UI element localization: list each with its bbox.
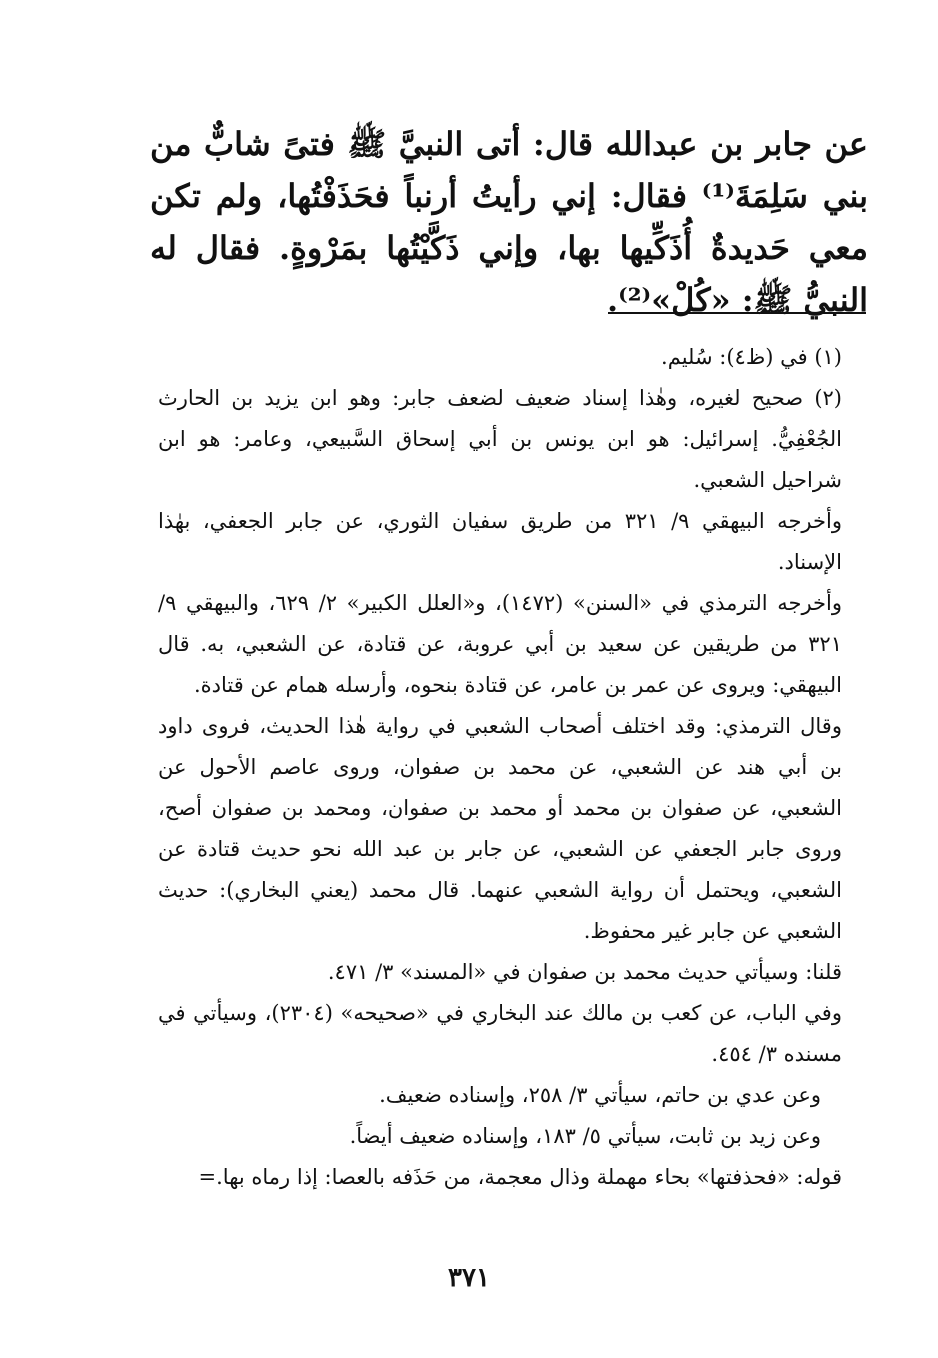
footnote-2: (٢) صحيح لغيره، وهٰذا إسناد ضعيف لضعف جابر: وهو ابن يزيد بن الحارث الجُعْفِيُّ. إسرائيل: هو ابن يونس بن أبي إسحاق السَّبيعي، وعامر: هو ابن شراحيل الشعبي. [158, 386, 842, 492]
footnote-paragraph: وأخرجه الترمذي في «السنن» (١٤٧٢)، و«العلل الكبير» ٢/ ٦٢٩، والبيهقي ٩/ ٣٢١ من طريقين عن سعيد بن أبي عروبة، عن قتادة، عن الشعبي، به. قال البيهقي: ويروى عن عمر بن عامر، عن قتادة بنحوه، وأرسله همام عن قتادة. [158, 591, 842, 697]
page-number: ٣٧١ [448, 1263, 490, 1293]
hadith-text [150, 118, 868, 326]
footnotes [158, 337, 866, 1198]
footnote-paragraph: وقال الترمذي: وقد اختلف أصحاب الشعبي في رواية هٰذا الحديث، فروى داود بن أبي هند عن الشعبي، عن محمد بن صفوان، وروى عاصم الأحول عن الشعبي، عن صفوان بن محمد أو محمد بن صفوان، ومحمد بن صفوان أصح، وروى جابر الجعفي عن الشعبي، عن جابر بن عبد الله نحو حديث قتادة عن الشعبي، ويحتمل أن رواية الشعبي عنهما. قال محمد (يعني البخاري): حديث الشعبي عن جابر غير محفوظ. [158, 714, 842, 943]
footnote-paragraph: وفي الباب، عن كعب بن مالك عند البخاري في «صحيحه» (٢٣٠٤)، وسيأتي في مسنده ٣/ ٤٥٤. [158, 1001, 842, 1066]
footnote-paragraph: قوله: «فحذفتها» بحاء مهملة وذال معجمة، من حَذَفه بالعصا: إذا رماه بها.= [198, 1165, 842, 1189]
hadith-paragraph: عن جابر بن عبدالله قال: أتى النبيَّ ﷺ فتىً شابٌّ من بني سَلِمَةَ⁽¹⁾ فقال: إني رأيتُ أرنباً فحَذَفْتُها، ولم تكن معي حَديدةٌ أُذَكِّيها بها، وإني ذَكَّيْتُها بمَرْوةٍ. فقال له النبيُّ ﷺ: «كُلْ»⁽²⁾. [150, 125, 869, 319]
footnote-paragraph: وعن زيد بن ثابت، سيأتي ٥/ ١٨٣، وإسناده ضعيف أيضاً. [349, 1124, 821, 1148]
footnote-paragraph: وعن عدي بن حاتم، سيأتي ٣/ ٢٥٨، وإسناده ضعيف. [379, 1083, 821, 1107]
footnote-paragraph: قلنا: وسيأتي حديث محمد بن صفوان في «المسند» ٣/ ٤٧١. [327, 960, 842, 984]
footnote-separator [608, 312, 866, 314]
footnote-1: (١) في (ظ٤): سُليم. [661, 345, 842, 369]
footnote-paragraph: وأخرجه البيهقي ٩/ ٣٢١ من طريق سفيان الثوري، عن جابر الجعفي، بهٰذا الإسناد. [158, 509, 842, 574]
